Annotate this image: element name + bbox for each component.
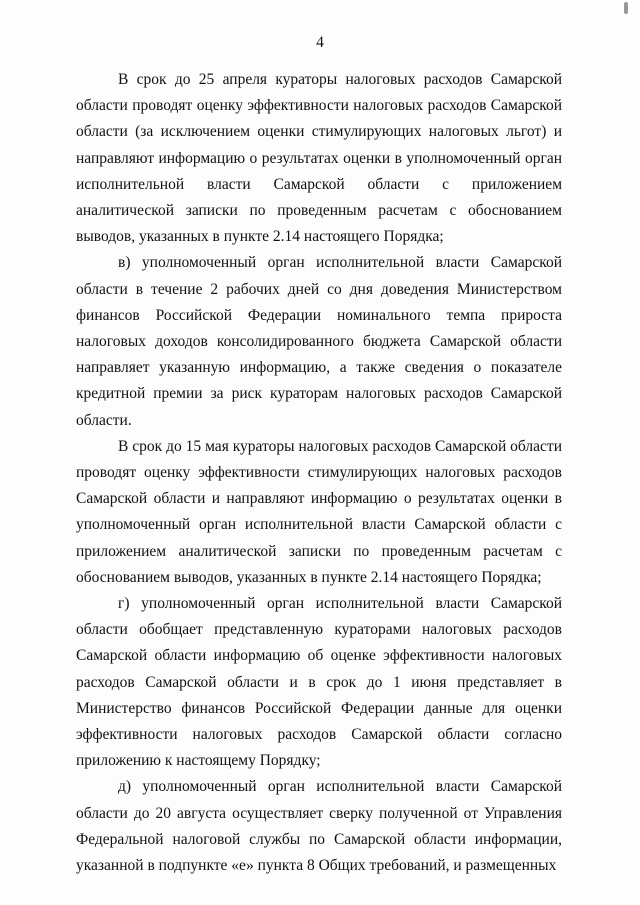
paragraph-subitem-v: в) уполномоченный орган исполнительной власти Самарской области в течение 2 рабочих дней со дня доведения Министерством финансов Российской Федерации номинального темпа прироста налоговых доходов консолидированного бюджета Самарской области направляет указанную информацию, а также сведения о показателе кредитной премии за риск кураторам налоговых расходов Самарской области. (76, 254, 562, 429)
paragraph-subitem-g: г) уполномоченный орган исполнительной власти Самарской области обобщает представленную кураторами налоговых расходов Самарской области информацию об оценке эффективности налоговых расходов Самарской области и в срок до 1 июня представляет в Министерство финансов Российской Федерации данные для оценки эффективности налоговых расходов Самарской области согласно приложению к настоящему Порядку; (76, 595, 562, 770)
document-body (76, 67, 562, 879)
paragraph-may-evaluation: В срок до 15 мая кураторы налоговых расходов Самарской области проводят оценку эффективности стимулирующих налоговых расходов Самарской области и направляют информацию о результатах оценки в уполномоченный орган исполнительной власти Самарской области с приложением аналитической записки по проведенным расчетам с обоснованием выводов, указанных в пункте 2.14 настоящего Порядка; (76, 437, 562, 586)
paragraph-subitem-d: д) уполномоченный орган исполнительной власти Самарской области до 20 августа осуществляет сверку полученной от Управления Федеральной налоговой службы по Самарской области информации, указанной в подпункте «е» пункта 8 Общих требований, и размещенных (76, 778, 562, 875)
scan-artifact (624, 2, 628, 14)
page-number: 4 (316, 34, 324, 51)
paragraph-april-evaluation: В срок до 25 апреля кураторы налоговых расходов Самарской области проводят оценку эффективности налоговых расходов Самарской области (за исключением оценки стимулирующих налоговых льгот) и направляют информацию о результатах оценки в уполномоченный орган исполнительной власти Самарской области с приложением аналитической записки по проведенным расчетам с обоснованием выводов, указанных в пункте 2.14 настоящего Порядка; (76, 71, 562, 246)
